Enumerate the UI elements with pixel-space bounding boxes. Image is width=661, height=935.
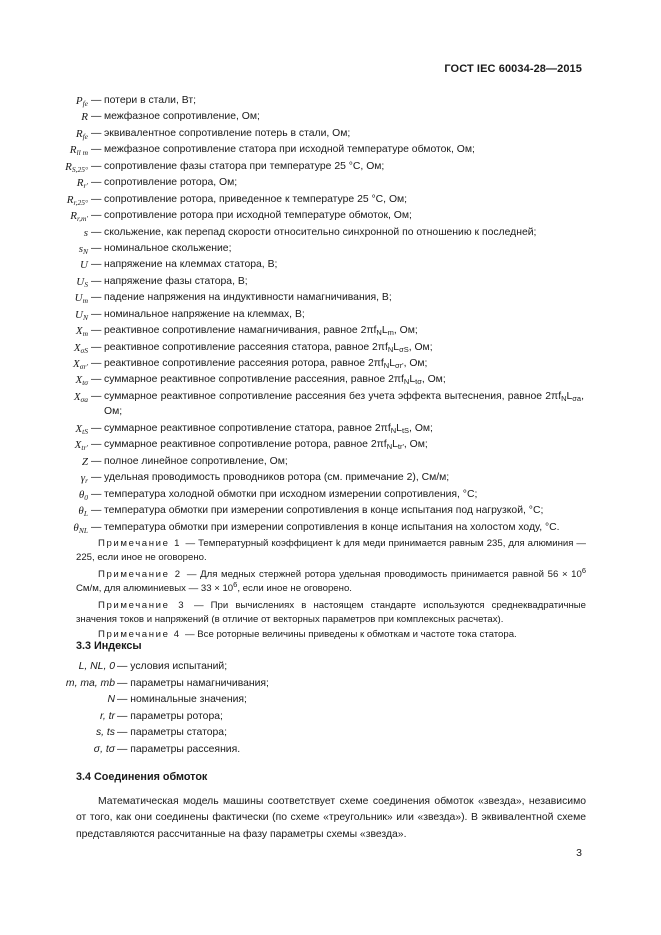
definition-dash: — (91, 422, 102, 434)
index-symbol: L, NL, 0 (78, 661, 115, 672)
definition-symbol: $R_{fe}$ (75, 127, 88, 141)
symbol-subscript: r (85, 476, 88, 486)
definition-text: полное линейное сопротивление, Ом; (104, 455, 288, 467)
definition-text: реактивное сопротивление рассеяния ротора, равное $2\pi f_NL_{\sigma r'}$, Ом; (104, 358, 428, 370)
index-row (0, 725, 661, 742)
definition-row (0, 520, 661, 536)
definition-text: сопротивление ротора, приведенное к температуре 25 °С, Ом; (104, 193, 408, 205)
definition-row (0, 356, 661, 372)
text-subscript: N (390, 425, 397, 435)
symbol-subscript: r,m' (77, 214, 88, 224)
document-header: ГОСТ IEC 60034-28—2015 (444, 63, 582, 75)
symbol-subscript: σr' (79, 362, 88, 371)
note-label: Примечание 4 (98, 629, 185, 640)
note-label: Примечание 2 (98, 569, 187, 580)
definition-symbol: $\theta_L$ (78, 505, 88, 519)
definition-text: суммарное реактивное сопротивление статора, равное $2\pi f_NL_{tS}$, Ом; (104, 422, 433, 435)
definition-symbol: Z (81, 455, 88, 468)
definition-dash: — (91, 374, 102, 386)
definition-row (0, 421, 661, 437)
definition-symbol: $\gamma_r$ (80, 472, 88, 486)
definition-dash: — (91, 127, 102, 139)
symbol-subscript: S,25° (71, 164, 88, 174)
definition-symbol: $U_m$ (74, 292, 88, 306)
definition-text: реактивное сопротивление намагничивания, равное $2\pi f_NL_m$, Ом; (104, 325, 418, 338)
definition-symbol: $R_{r,m'}$ (70, 210, 88, 224)
definition-row (0, 192, 661, 208)
index-symbol: σ, tσ (93, 743, 115, 755)
definition-text: сопротивление ротора, Ом; (104, 177, 238, 189)
definition-row (0, 290, 661, 306)
note-label: Примечание 1 (98, 538, 186, 549)
definition-symbol: $X_{\sigma S}$ (73, 341, 88, 355)
definition-row (0, 323, 661, 339)
definition-symbol: $\theta_0$ (78, 488, 88, 502)
indices-list (0, 659, 661, 759)
definition-text: удельная проводимость проводников ротора (см. примечание 2), См/м; (104, 472, 450, 484)
symbol-subscript: N (82, 246, 88, 256)
paragraph-text: Математическая модель машины соответствует схеме соединения обмоток «звезда», независимо от того, как они соединены фактически (по схеме «треугольник» или «звезда»). В эквивалентной схеме представляются рассчитанные на фазу параметры схемы «звезда». (76, 796, 586, 840)
text-subscript: m (387, 328, 394, 338)
text-subscript: N (386, 442, 393, 452)
note-3: Примечание 3 — При вычислениях в настоящем стандарте используются среднеквадратичные значения токов и напряжений (в отличие от векторных параметров при комплексных расчетах). (76, 600, 586, 625)
definition-text: номинальное скольжение; (104, 242, 232, 254)
symbol-subscript: S (84, 279, 88, 289)
definition-row (0, 142, 661, 158)
definition-row (0, 340, 661, 356)
definition-dash: — (91, 177, 102, 189)
definition-dash: — (91, 341, 102, 353)
index-row (0, 659, 661, 676)
note-1: Примечание 1 — Температурный коэффициент k для меди принимается равным 235, для алюминия — 225, если иное не оговорено. (76, 538, 587, 563)
definition-row (0, 487, 661, 503)
definition-text: суммарное реактивное сопротивление рассеяния, равное $2\pi f_NL_{t\sigma}$, Ом; (104, 374, 446, 387)
symbol-subscript: fe (82, 99, 88, 108)
index-row (0, 676, 661, 693)
definition-dash: — (91, 259, 102, 271)
symbol-subscript: σS (80, 345, 88, 355)
definition-row (0, 503, 661, 519)
definition-dash: — (91, 160, 102, 172)
definition-symbol: $R_{r,25^\circ}$ (66, 193, 88, 207)
index-symbol: m, ma, mb (65, 677, 115, 689)
text-subscript: N (561, 393, 567, 403)
symbol-subscript: N (82, 312, 88, 322)
definition-row (0, 470, 661, 486)
definition-dash: — (91, 242, 102, 254)
symbol-subscript: 0 (84, 492, 88, 502)
symbol-subscript: tr' (81, 443, 88, 453)
definition-text: межфазное сопротивление, Ом; (104, 111, 260, 123)
definition-text: номинальное напряжение на клеммах, В; (104, 308, 305, 320)
index-symbol: r, tr (99, 710, 115, 722)
definition-symbol: $\theta_{NL}$ (73, 521, 88, 535)
definition-dash: — (91, 390, 102, 402)
symbol-subscript: tS (82, 426, 88, 436)
definition-symbol: $R_{ll m}$ (69, 144, 88, 158)
index-text: — параметры намагничивания; (117, 677, 269, 689)
text-subscript: N (387, 344, 394, 354)
note-2: Примечание 2 — Для медных стержней ротора удельная проводимость принимается равной $56 \times 10^6$ См/м, для алюминиевых — $33 \times 10^6$, если иное не оговорено. (76, 566, 587, 594)
definition-dash: — (91, 111, 102, 123)
definition-text: температура холодной обмотки при исходном измерении сопротивления, °С; (104, 488, 478, 500)
definition-text: напряжение фазы статора, В; (104, 275, 248, 287)
definition-row (0, 93, 661, 109)
text-subscript: tσ (415, 377, 422, 387)
definition-symbol: R (81, 111, 88, 124)
definitions-list (0, 93, 661, 536)
definition-symbol: $X_{\sigma a}$ (73, 390, 88, 404)
definition-symbol: $P_{fe}$ (75, 95, 88, 108)
definition-dash: — (91, 292, 102, 304)
definition-dash: — (91, 488, 102, 500)
text-subscript: N (403, 377, 410, 387)
index-text: — параметры рассеяния. (117, 743, 241, 755)
definition-row (0, 225, 661, 241)
note-4: Примечание 4 — Все роторные величины приведены к обмоткам и частоте тока статора. (98, 629, 517, 640)
definition-text: сопротивление ротора при исходной температуре обмоток, Ом; (104, 210, 412, 222)
symbol-subscript: ll m (76, 148, 88, 158)
definition-row (0, 109, 661, 125)
definition-row (0, 454, 661, 470)
definition-symbol: $U_N$ (75, 308, 88, 322)
definition-text: эквивалентное сопротивление потерь в стали, Ом; (104, 127, 351, 139)
definition-symbol: $U_S$ (76, 275, 88, 289)
definition-dash: — (91, 439, 102, 451)
definition-row (0, 389, 661, 421)
text-subscript: σa (572, 393, 582, 403)
superscript: 6 (233, 580, 238, 589)
index-symbol: s, ts (95, 727, 115, 739)
definition-dash: — (91, 521, 102, 533)
definition-dash: — (91, 226, 102, 238)
text-subscript: N (383, 361, 390, 370)
definition-text: потери в стали, Вт; (104, 95, 196, 106)
symbol-subscript: r,25° (73, 197, 88, 207)
symbol-subscript: r' (83, 181, 88, 191)
definition-dash: — (91, 455, 102, 467)
definition-dash: — (91, 144, 102, 156)
symbol-subscript: tσ (82, 378, 88, 388)
definition-dash: — (91, 210, 102, 222)
symbol-subscript: fe (82, 131, 88, 141)
definition-row (0, 126, 661, 142)
definition-symbol: s (83, 226, 88, 239)
text-subscript: σr' (395, 361, 404, 370)
section-3-4-title: 3.4 Соединения обмоток (76, 771, 208, 783)
definition-text: сопротивление фазы статора при температуре 25 °С, Ом; (104, 160, 385, 172)
definition-row (0, 437, 661, 453)
definition-text: напряжение на клеммах статора, В; (104, 259, 278, 271)
definition-dash: — (91, 275, 102, 287)
text-subscript: tr' (397, 442, 404, 452)
definition-text: скольжение, как перепад скорости относительно синхронной по отношению к последней; (104, 226, 537, 238)
definition-row (0, 274, 661, 290)
definition-row (0, 159, 661, 175)
definition-dash: — (91, 505, 102, 517)
symbol-subscript: σa (80, 394, 88, 404)
definition-text: температура обмотки при измерении сопротивления в конце испытания под нагрузкой, °С; (104, 505, 544, 517)
definition-dash: — (91, 358, 102, 369)
definition-row (0, 208, 661, 224)
index-text: — условия испытаний; (117, 661, 228, 672)
definition-symbol: U (80, 259, 88, 272)
text-subscript: N (376, 328, 382, 338)
index-symbol: N (107, 694, 115, 706)
superscript: 6 (581, 566, 587, 575)
text-subscript: σS (399, 344, 409, 354)
symbol-subscript: L (83, 509, 88, 519)
definition-symbol: $X_m$ (75, 325, 88, 339)
definition-row (0, 372, 661, 388)
page-number: 3 (576, 847, 582, 859)
symbol-subscript: NL (78, 525, 88, 535)
definition-dash: — (91, 308, 102, 320)
definition-row (0, 175, 661, 191)
definition-symbol: $s_N$ (78, 242, 88, 256)
definition-symbol: $X_{\sigma r'}$ (73, 358, 88, 371)
definition-symbol: $X_{tS}$ (75, 422, 88, 436)
index-text: — параметры ротора; (117, 710, 223, 722)
definition-text: межфазное сопротивление статора при исходной температуре обмоток, Ом; (104, 144, 475, 156)
definition-dash: — (91, 193, 102, 205)
definition-row (0, 241, 661, 257)
definition-row (0, 307, 661, 323)
definition-symbol: $R_{S,25^\circ}$ (65, 160, 88, 174)
section-3-4-paragraph (76, 794, 586, 843)
definition-symbol: $R_{r'}$ (76, 177, 88, 191)
symbol-subscript: m (82, 296, 88, 306)
note-label: Примечание 3 (98, 600, 194, 611)
definition-text: суммарное реактивное сопротивление ротора, равное $2\pi f_NL_{tr'}$, Ом; (104, 439, 428, 452)
index-row (0, 742, 661, 759)
index-row (0, 709, 661, 726)
definition-symbol: $X_{t\sigma}$ (75, 374, 88, 388)
definition-text: реактивное сопротивление рассеяния статора, равное $2\pi f_NL_{\sigma S}$, Ом; (104, 341, 433, 354)
text-subscript: tS (401, 425, 410, 435)
symbol-subscript: m (82, 329, 88, 339)
definition-text: суммарное реактивное сопротивление рассеяния без учета эффекта вытеснения, равное $2\pi f_NL_{\sigma a}$, Ом; (104, 390, 584, 417)
index-text: — параметры статора; (117, 727, 227, 739)
section-3-3-title: 3.3 Индексы (76, 640, 142, 652)
definition-dash: — (91, 95, 102, 106)
definition-text: температура обмотки при измерении сопротивления в конце испытания на холостом ходу, °С. (104, 521, 560, 533)
index-text: — номинальные значения; (117, 694, 247, 706)
definition-symbol: $X_{tr'}$ (74, 439, 88, 453)
definition-row (0, 257, 661, 273)
definition-text: падение напряжения на индуктивности намагничивания, В; (104, 292, 392, 304)
definition-dash: — (91, 472, 102, 484)
index-row (0, 692, 661, 709)
definition-dash: — (91, 325, 102, 337)
